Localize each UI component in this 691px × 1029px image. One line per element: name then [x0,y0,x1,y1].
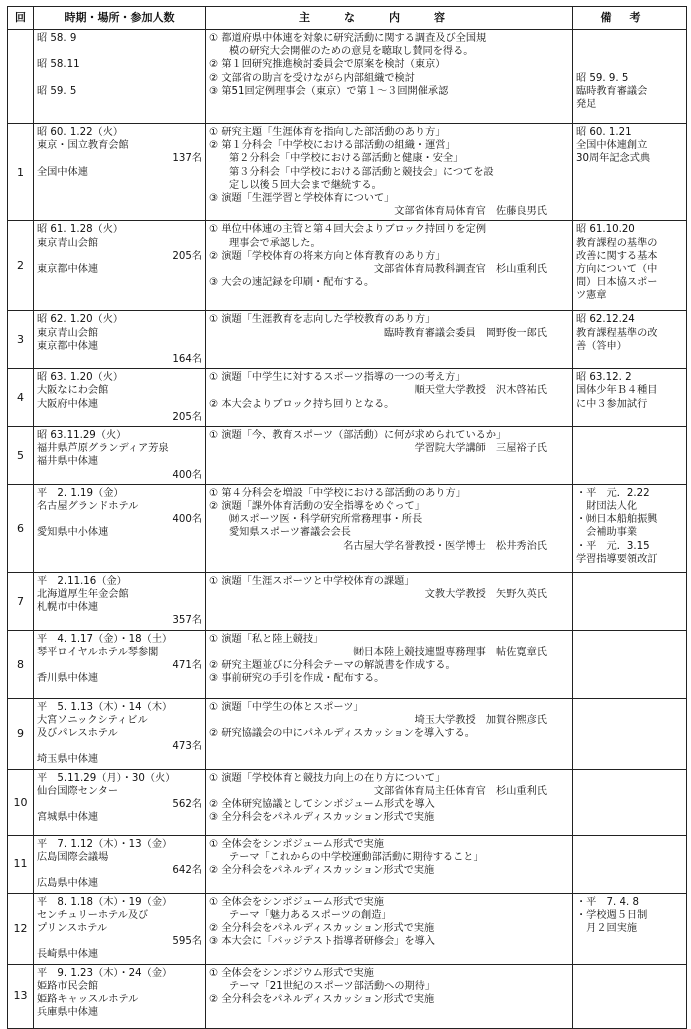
participant-count: 400名 [172,514,202,526]
date-place-line: 昭 58.11 [37,59,80,71]
note-line: 国体少年Ｂ４種目 [576,385,658,397]
date-place-line: 名古屋グランドホテル [37,501,139,513]
table-row [8,427,687,485]
date-place-line: 福井県芦原グランディア芳泉 [37,443,169,455]
date-place-cell [34,369,206,427]
round-number: 5 [8,427,34,485]
round-number: 9 [8,698,34,769]
table-row [8,964,687,1028]
table-header-row [8,7,687,30]
date-place-line: 仙台国際センター [37,785,119,797]
note-line: 改善に関する基本 [576,250,658,262]
date-place-cell [34,835,206,893]
date-place-line: 東京青山会館 [37,327,99,339]
note-line: ・平 7. 4. 8 [576,896,639,908]
content-cell [206,369,573,427]
conference-history-table [7,6,687,1029]
date-place-line: 大阪なにわ会館 [37,385,109,397]
round-number: 11 [8,835,34,893]
date-place-line: 兵庫県中体連 [37,1007,99,1019]
date-place-cell [34,427,206,485]
note-line: 発足 [576,99,597,111]
participant-count: 164名 [172,354,202,366]
round-number: 7 [8,572,34,630]
date-place-cell [34,698,206,769]
note-line: 教育課程の基準の [576,237,658,249]
note-line: 月２回実施 [576,922,638,934]
date-place-cell [34,893,206,964]
content-line: テーマ「21世紀のスポーツ部活動への期待」 [229,980,436,992]
content-cell [206,893,573,964]
content-cell [206,30,573,124]
content-line: ② 全分科会をパネルディスカッション形式で実施 [209,865,435,877]
date-place-line: 琴平ロイヤルホテル琴参閣 [37,646,159,658]
header-date-place: 時期・場所・参加人数 [34,7,206,30]
notes-cell [573,311,687,369]
date-place-line: 平 9. 1.23（木）・24（金） [37,967,173,979]
content-cell [206,698,573,769]
speaker-line: 文部省体育局体育官 佐藤良男氏 [394,206,547,218]
note-line: ・㈶日本船舶振興 [576,514,658,526]
content-cell [206,221,573,311]
content-line: ① 演題「生涯スポーツと中学校体育の課題」 [209,575,415,587]
content-line: ③ 事前研究の手引を作成・配布する。 [209,673,385,685]
date-place-line: 姫路市民会館 [37,980,99,992]
round-number: 12 [8,893,34,964]
table-row [8,484,687,572]
notes-cell [573,893,687,964]
date-place-cell [34,769,206,835]
notes-cell [573,484,687,572]
speaker-line: 埼玉大学教授 加賀谷熈彦氏 [414,714,547,726]
note-line: 昭 59. 9. 5 [576,72,629,84]
date-place-line: 東京青山会館 [37,237,99,249]
round-number: 1 [8,124,34,221]
date-place-line: 札幌市中体連 [37,602,99,614]
participant-count: 595名 [172,936,202,948]
content-cell [206,835,573,893]
date-place-cell [34,572,206,630]
notes-cell [573,124,687,221]
content-line: ③ 演題「生涯学習と学校体育について」 [209,193,395,205]
content-line: ② 全分科会をパネルディスカッション形式で実施 [209,922,435,934]
content-line: 愛知県スポーツ審議会会長 [229,527,351,539]
content-cell [206,630,573,698]
date-place-line: 福井県中体連 [37,456,99,468]
notes-cell [573,835,687,893]
note-line: 昭 60. 1.21 [576,127,632,138]
date-place-line: 平 8. 1.18（木）・19（金） [37,896,173,908]
content-line: ① 研究主題「生涯体育を指向した部活動のあり方」 [209,127,446,138]
table-row [8,221,687,311]
notes-cell [573,572,687,630]
content-line: ㈶スポーツ医・科学研究所常務理事・所長 [229,514,423,526]
participant-count: 562名 [172,799,202,811]
speaker-line: 文部省体育局教科調査官 杉山重利氏 [373,264,547,276]
content-line: 定し以後５回大会まで継続する。 [229,179,382,191]
date-place-line: 昭 60. 1.22（火） [37,127,124,138]
table-row [8,30,687,124]
participant-count: 205名 [172,250,202,262]
round-number: 4 [8,369,34,427]
date-place-line: 昭 58. 9 [37,33,77,44]
round-number: 13 [8,964,34,1028]
participant-count: 473名 [172,741,202,753]
content-line: ② 演題「学校体育の将来方向と体育教育のあり方」 [209,250,446,262]
note-line [576,45,683,58]
round-number: 2 [8,221,34,311]
participant-count: 400名 [172,469,202,481]
content-line: ② 第１回研究推進検討委員会で原案を検討（東京） [209,59,446,71]
date-place-line: 宮城県中体連 [37,812,99,824]
table-row [8,835,687,893]
header-notes: 備考 [573,7,687,30]
date-place-line: プリンスホテル [37,922,108,934]
content-cell [206,311,573,369]
content-cell [206,964,573,1028]
date-place-line: 埼玉県中体連 [37,754,99,766]
date-place-line: 広島国際会議場 [37,851,109,863]
date-place-line: 昭 61. 1.28（火） [37,224,124,236]
date-place-line: 平 2.11.16（金） [37,575,127,587]
notes-cell [573,427,687,485]
content-line: テーマ「魅力あるスポーツの創造」 [229,909,392,921]
participant-count: 137名 [172,153,202,165]
round-number: 8 [8,630,34,698]
date-place-line: 東京都中体連 [37,264,99,276]
notes-cell [573,769,687,835]
date-place-line: 昭 62. 1.20（火） [37,314,124,326]
content-line: ① 全体会をシンポジウム形式で実施 [209,967,374,979]
date-place-line: 昭 59. 5 [37,85,77,97]
date-place-line: 姫路キャッスルホテル [37,993,139,1005]
notes-cell [573,369,687,427]
note-line: 昭 62.12.24 [576,314,635,326]
content-line: 模の研究大会開催のための意見を聴取し賛同を得る。 [229,46,474,58]
note-line: 学習指導要領改訂 [576,553,658,565]
note-line: 昭 61.10.20 [576,224,635,236]
speaker-line: 名古屋大学名誉教授・医学博士 松井秀治氏 [343,540,547,552]
note-line: 全国中体連創立 [576,140,648,152]
content-line: 第２分科会「中学校における部活動と健康・安全」 [229,153,464,165]
content-line: ③ 第51回定例理事会（東京）で第１～３回開催承認 [209,85,449,97]
date-place-line: 平 2. 1.19（金） [37,487,124,499]
date-place-line: 昭 63.11.29（火） [37,430,127,442]
content-line: ② 全体研究協議としてシンポジューム形式を導入 [209,799,435,811]
note-line: 臨時教育審議会 [576,85,648,97]
content-line: ③ 大会の速記録を印刷・配布する。 [209,277,375,289]
note-line: 間）日本協スポー [576,277,658,289]
note-line: ・平 元．3.15 [576,540,650,552]
date-place-line [37,72,202,85]
note-line: 教育課程基準の改 [576,327,658,339]
table-row [8,572,687,630]
date-place-cell [34,630,206,698]
round-number: 10 [8,769,34,835]
date-place-line: 昭 63. 1.20（火） [37,372,124,384]
content-line: ① 全体会をシンポジューム形式で実施 [209,896,384,908]
notes-cell [573,698,687,769]
date-place-line: 及びパレスホテル [37,728,118,740]
content-cell [206,427,573,485]
date-place-line: 平 5. 1.13（木）・14（木） [37,701,173,713]
speaker-line: ㈶日本陸上競技連盟専務理事 帖佐寛章氏 [353,646,547,658]
content-line: ① 演題「私と陸上競技」 [209,633,324,645]
date-place-line: 東京都中体連 [37,340,99,352]
date-place-cell [34,221,206,311]
header-content: 主な内容 [206,7,573,30]
note-line: 昭 63.12. 2 [576,372,632,384]
content-cell [206,484,573,572]
date-place-line: 東京・国立教育会館 [37,140,129,152]
date-place-line: 北海道厚生年金会館 [37,589,129,601]
round-number: 6 [8,484,34,572]
table-row [8,698,687,769]
participant-count: 357名 [172,615,202,627]
content-line: ① 単位中体連の主管と第４回大会よりブロック持回りを定例 [209,224,487,236]
content-cell [206,769,573,835]
participant-count: 471名 [172,660,202,672]
round-number: 3 [8,311,34,369]
table-row [8,311,687,369]
notes-cell [573,30,687,124]
note-line: に中３参加試行 [576,398,648,410]
content-line: ③ 本大会に「バッジテスト指導者研修会」を導入 [209,936,435,948]
table-row [8,630,687,698]
content-line: ② 文部省の助言を受けながら内部組織で検討 [209,72,415,84]
content-line: ② 第１分科会「中学校における部活動の組織・運営」 [209,140,456,152]
date-place-cell [34,484,206,572]
note-line: ・平 元．2.22 [576,487,650,499]
content-line: ① 演題「今、教育スポーツ（部活動）に何が求められているか」 [209,430,507,442]
table-row [8,893,687,964]
note-line: 会補助事業 [576,527,638,539]
speaker-line: 文部省体育局主任体育官 杉山重利氏 [373,785,547,797]
content-line: 第３分科会「中学校における部活動と競技会」につてを設 [229,166,494,178]
content-line: ② 研究協議会の中にパネルディスカッションを導入する。 [209,728,475,740]
date-place-line: 大宮ソニックシティビル [37,714,148,726]
content-line: ② 研究主題並びに分科会テーマの解説書を作成する。 [209,660,456,672]
note-line: 30周年記念式典 [576,153,651,165]
table-row [8,124,687,221]
content-line: ② 演題「課外体育活動の安全指導をめぐって」 [209,501,425,513]
content-line: 理事会で承認した。 [229,237,321,249]
participant-count: 642名 [172,865,202,877]
speaker-line: 順天堂大学教授 沢木啓祐氏 [414,385,547,397]
date-place-line [37,45,202,58]
content-line: ① 演題「学校体育と競技力向上の在り方について」 [209,772,446,784]
content-line: ② 全分科会をパネルディスカッション形式で実施 [209,993,435,1005]
speaker-line: 学習院大学講師 三屋裕子氏 [414,443,547,455]
content-line: ③ 全分科会をパネルディスカッション形式で実施 [209,812,435,824]
notes-cell [573,630,687,698]
header-round: 回 [8,7,34,30]
table-row [8,769,687,835]
note-line: ・学校週５日制 [576,909,648,921]
note-line: 善（答申） [576,340,627,352]
date-place-line: 広島県中体連 [37,878,99,890]
notes-cell [573,221,687,311]
note-line: ツ憲章 [576,290,607,302]
date-place-line: 長崎県中体連 [37,949,99,961]
date-place-line: センチュリーホテル及び [37,909,149,921]
date-place-line: 平 5.11.29（月）・30（火） [37,772,176,784]
date-place-line: 平 7. 1.12（木）・13（金） [37,838,173,850]
speaker-line: 臨時教育審議会委員 岡野俊一郎氏 [384,327,547,339]
table-body [8,30,687,1029]
content-line: ② 本大会よりブロック持ち回りとなる。 [209,398,395,410]
date-place-line: 全国中体連 [37,166,88,178]
date-place-cell [34,30,206,124]
content-cell [206,572,573,630]
table-row [8,369,687,427]
note-line [576,32,683,45]
note-line: 方向について（中 [576,264,658,276]
content-line: ① 演題「中学生に対するスポーツ指導の一つの考え方」 [209,372,466,384]
note-line [576,58,683,71]
note-line: 財団法人化 [576,501,638,513]
content-line: ① 演題「中学生の体とスポーツ」 [209,701,364,713]
round-number [8,30,34,124]
date-place-cell [34,311,206,369]
content-cell [206,124,573,221]
content-line: ① 第４分科会を増設「中学校における部活動のあり方」 [209,487,466,499]
date-place-line: 香川県中体連 [37,673,99,685]
content-line: ① 演題「生涯教育を志向した学校教育のあり方」 [209,314,436,326]
date-place-cell [34,124,206,221]
content-line: ① 全体会をシンポジューム形式で実施 [209,838,384,850]
date-place-line: 愛知県中小体連 [37,527,109,539]
date-place-line: 平 4. 1.17（金）・18（土） [37,633,173,645]
notes-cell [573,964,687,1028]
participant-count: 205名 [172,411,202,423]
date-place-line: 大阪府中体連 [37,398,99,410]
content-line: テーマ「これからの中学校運動部活動に期待すること」 [229,851,484,863]
content-line: ① 都道府県中体連を対象に研究活動に関する調査及び全国規 [209,33,487,44]
speaker-line: 文教大学教授 矢野久英氏 [424,589,547,601]
date-place-cell [34,964,206,1028]
